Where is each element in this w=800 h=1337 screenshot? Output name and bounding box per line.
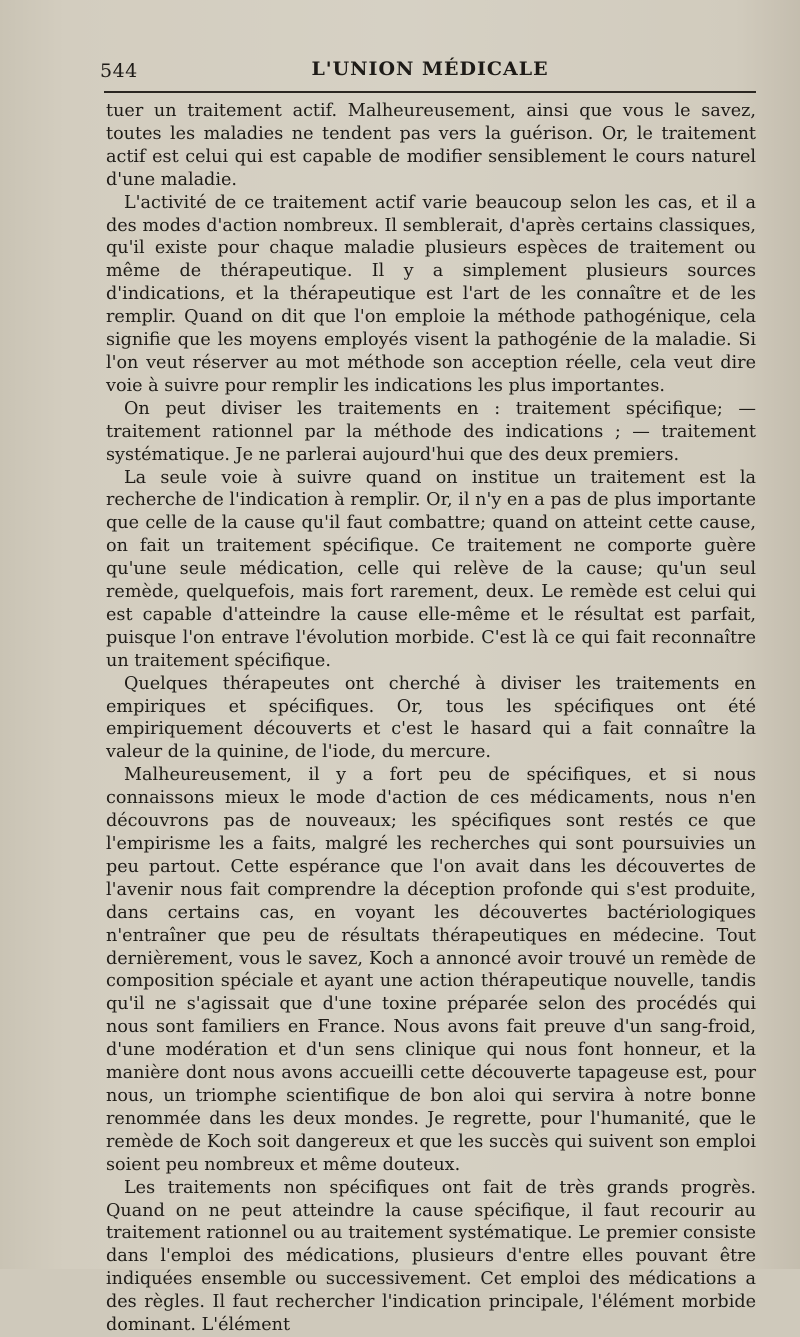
header-rule xyxy=(104,91,756,93)
running-title: L'UNION MÉDICALE xyxy=(311,58,549,80)
paragraph-3: On peut diviser les traitements en : traitement spécifique; — traitement rationnel par la méthode des indications ; — traitement systématique. Je ne parlerai aujourd'hui que des deux premiers. xyxy=(106,398,756,465)
page-header xyxy=(100,56,760,90)
page-number: 544 xyxy=(100,60,138,82)
paragraph-5: Quelques thérapeutes ont cherché à diviser les traitements en empiriques et spécifiques. Or, tous les spécifiques ont été empiriquement découverts et c'est le hasard qui a fait connaître la valeur de la quinine, de l'iode, du mercure. xyxy=(106,673,756,763)
paragraph-2: L'activité de ce traitement actif varie beaucoup selon les cas, et il a des modes d'action nombreux. Il semblerait, d'après certains classiques, qu'il existe pour chaque maladie plusieurs espèces de traitement ou même de thérapeutique. Il y a simplement plusieurs sources d'indications, et la thérapeutique est l'art de les connaître et de les remplir. Quand on dit que l'on emploie la méthode pathogénique, cela signifie que les moyens employés visent la pathogénie de la maladie. Si l'on veut réserver au mot méthode son acception réelle, cela veut dire voie à suivre pour remplir les indications les plus importantes. xyxy=(106,192,756,396)
paragraph-6: Malheureusement, il y a fort peu de spécifiques, et si nous connaissons mieux le mode d'action de ces médicaments, nous n'en découvrons pas de nouveaux; les spécifiques sont restés ce que l'empirisme les a faits, malgré les recherches qui sont poursuivies un peu partout. Cette espérance que l'on avait dans les découvertes de l'avenir nous fait comprendre la déception profonde qui s'est produite, dans certains cas, en voyant les découvertes bactériologiques n'entraîner que peu de résultats thérapeutiques en médecine. Tout dernièrement, vous le savez, Koch a annoncé avoir trouvé un remède de composition spéciale et ayant une action thérapeutique nouvelle, tandis qu'il ne s'agissait que d'une toxine préparée selon des procédés qui nous sont familiers en France. Nous avons fait preuve d'un sang-froid, d'une modération et d'un sens clinique qui nous font honneur, et la manière dont nous avons accueilli cette découverte tapageuse est, pour nous, un triomphe scientifique de bon aloi qui servira à notre bonne renommée dans les deux mondes. Je regrette, pour l'humanité, que le remède de Koch soit dangereux et que les succès qui suivent son emploi soient peu nombreux et même douteux. xyxy=(106,765,756,1175)
paragraph-7: Les traitements non spécifiques ont fait de très grands progrès. Quand on ne peut atteindre la cause spécifique, il faut recourir au traitement rationnel ou au traitement systématique. Le premier consiste dans l'emploi des médications, plusieurs d'entre elles pouvant être indiquées ensemble ou successivement. Cet emploi des médications a des règles. Il faut rechercher l'indication principale, l'élément morbide dominant. L'élément xyxy=(106,1177,756,1336)
article-body xyxy=(106,100,756,1337)
paragraph-1: tuer un traitement actif. Malheureusement, ainsi que vous le savez, toutes les maladies ne tendent pas vers la guérison. Or, le traitement actif est celui qui est capable de modifier sensiblement le cours naturel d'une maladie. xyxy=(106,101,756,190)
paragraph-4: La seule voie à suivre quand on institue un traitement est la recherche de l'indication à remplir. Or, il n'y en a pas de plus importante que celle de la cause qu'il faut combattre; quand on atteint cette cause, on fait un traitement spécifique. Ce traitement ne comporte guère qu'une seule médication, celle qui relève de la cause; qu'un seul remède, quelquefois, mais fort rarement, deux. Le remède est celui qui est capable d'atteindre la cause elle-même et le résultat est parfait, puisque l'on entrave l'évolution morbide. C'est là ce qui fait reconnaître un traitement spécifique. xyxy=(106,467,756,671)
